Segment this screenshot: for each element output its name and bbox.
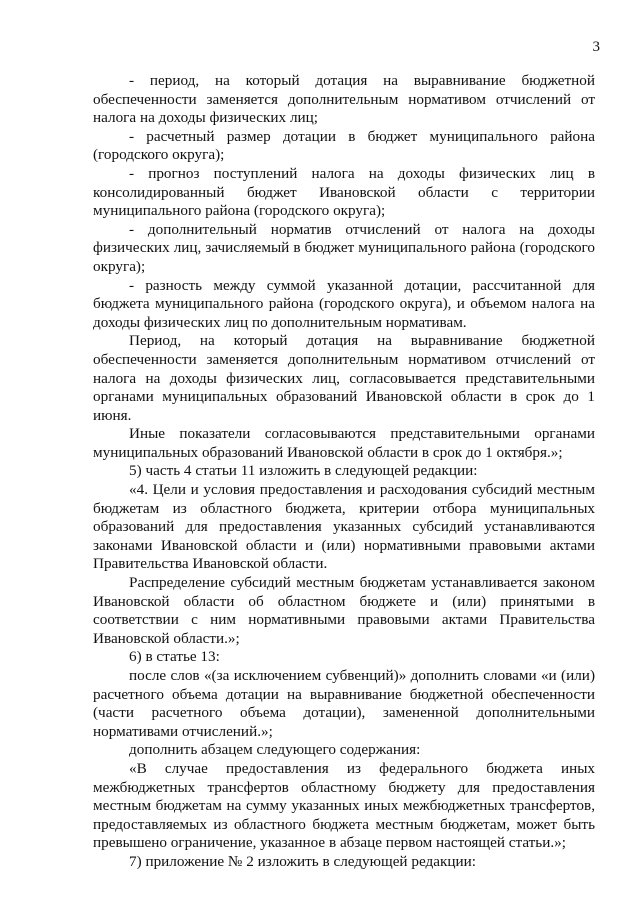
document-body [93, 72, 595, 872]
paragraph: 5) часть 4 статьи 11 изложить в следующей редакции: [129, 462, 478, 480]
paragraph: «4. Цели и условия предоставления и расходования субсидий местным бюджетам из областного бюджета, критерии отбора муниципальных образований для предоставления указанных субсидий устанавливаются законами Ивановской области и (или) нормативными правовыми актами Правительства Ивановской области. [93, 481, 595, 573]
paragraph: после слов «(за исключением субвенций)» дополнить словами «и (или) расчетного объема дотации на выравнивание бюджетной обеспеченности (части расчетного объема дотации), замененной дополнительными нормативами отчислений.»; [93, 667, 595, 740]
paragraph: дополнить абзацем следующего содержания: [129, 741, 421, 759]
paragraph: Период, на который дотация на выравнивание бюджетной обеспеченности заменяется дополнительным нормативом отчислений от налога на доходы физических лиц, согласовывается представительными органами муниципальных образований Ивановской области в срок до 1 июня. [93, 332, 595, 424]
page-number: 3 [592, 39, 600, 55]
paragraph: 6) в статье 13: [129, 648, 220, 666]
paragraph: - прогноз поступлений налога на доходы физических лиц в консолидированный бюджет Ивановской области с территории муниципального района (городского округа); [93, 164, 595, 220]
paragraph: Иные показатели согласовываются представительными органами муниципальных образований Ивановской области в срок до 1 октября.»; [93, 425, 595, 461]
paragraph: «В случае предоставления из федерального бюджета иных межбюджетных трансфертов областному бюджету для предоставления местным бюджетам на сумму указанных иных межбюджетных трансфертов, предоставляемых из областного бюджета местным бюджетам, может быть превышено ограничение, указанное в абзаце первом настоящей статьи.»; [93, 759, 595, 852]
paragraph: - дополнительный норматив отчислений от налога на доходы физических лиц, зачисляемый в бюджет муниципального района (городского округа); [93, 220, 595, 275]
paragraph: - период, на который дотация на выравнивание бюджетной обеспеченности заменяется дополнительным нормативом отчислений от налога на доходы физических лиц; [93, 72, 595, 127]
paragraph: 7) приложение № 2 изложить в следующей редакции: [129, 852, 476, 870]
paragraph: - расчетный размер дотации в бюджет муниципального района (городского округа); [93, 127, 595, 164]
paragraph: Распределение субсидий местным бюджетам устанавливается законом Ивановской области об областном бюджете и (или) принятыми в соответствии с ним нормативными правовыми актами Правительства Ивановской области.»; [93, 574, 595, 647]
paragraph: - разность между суммой указанной дотации, рассчитанной для бюджета муниципального района (городского округа), и объемом налога на доходы физических лиц по дополнительным нормативам. [93, 276, 595, 331]
